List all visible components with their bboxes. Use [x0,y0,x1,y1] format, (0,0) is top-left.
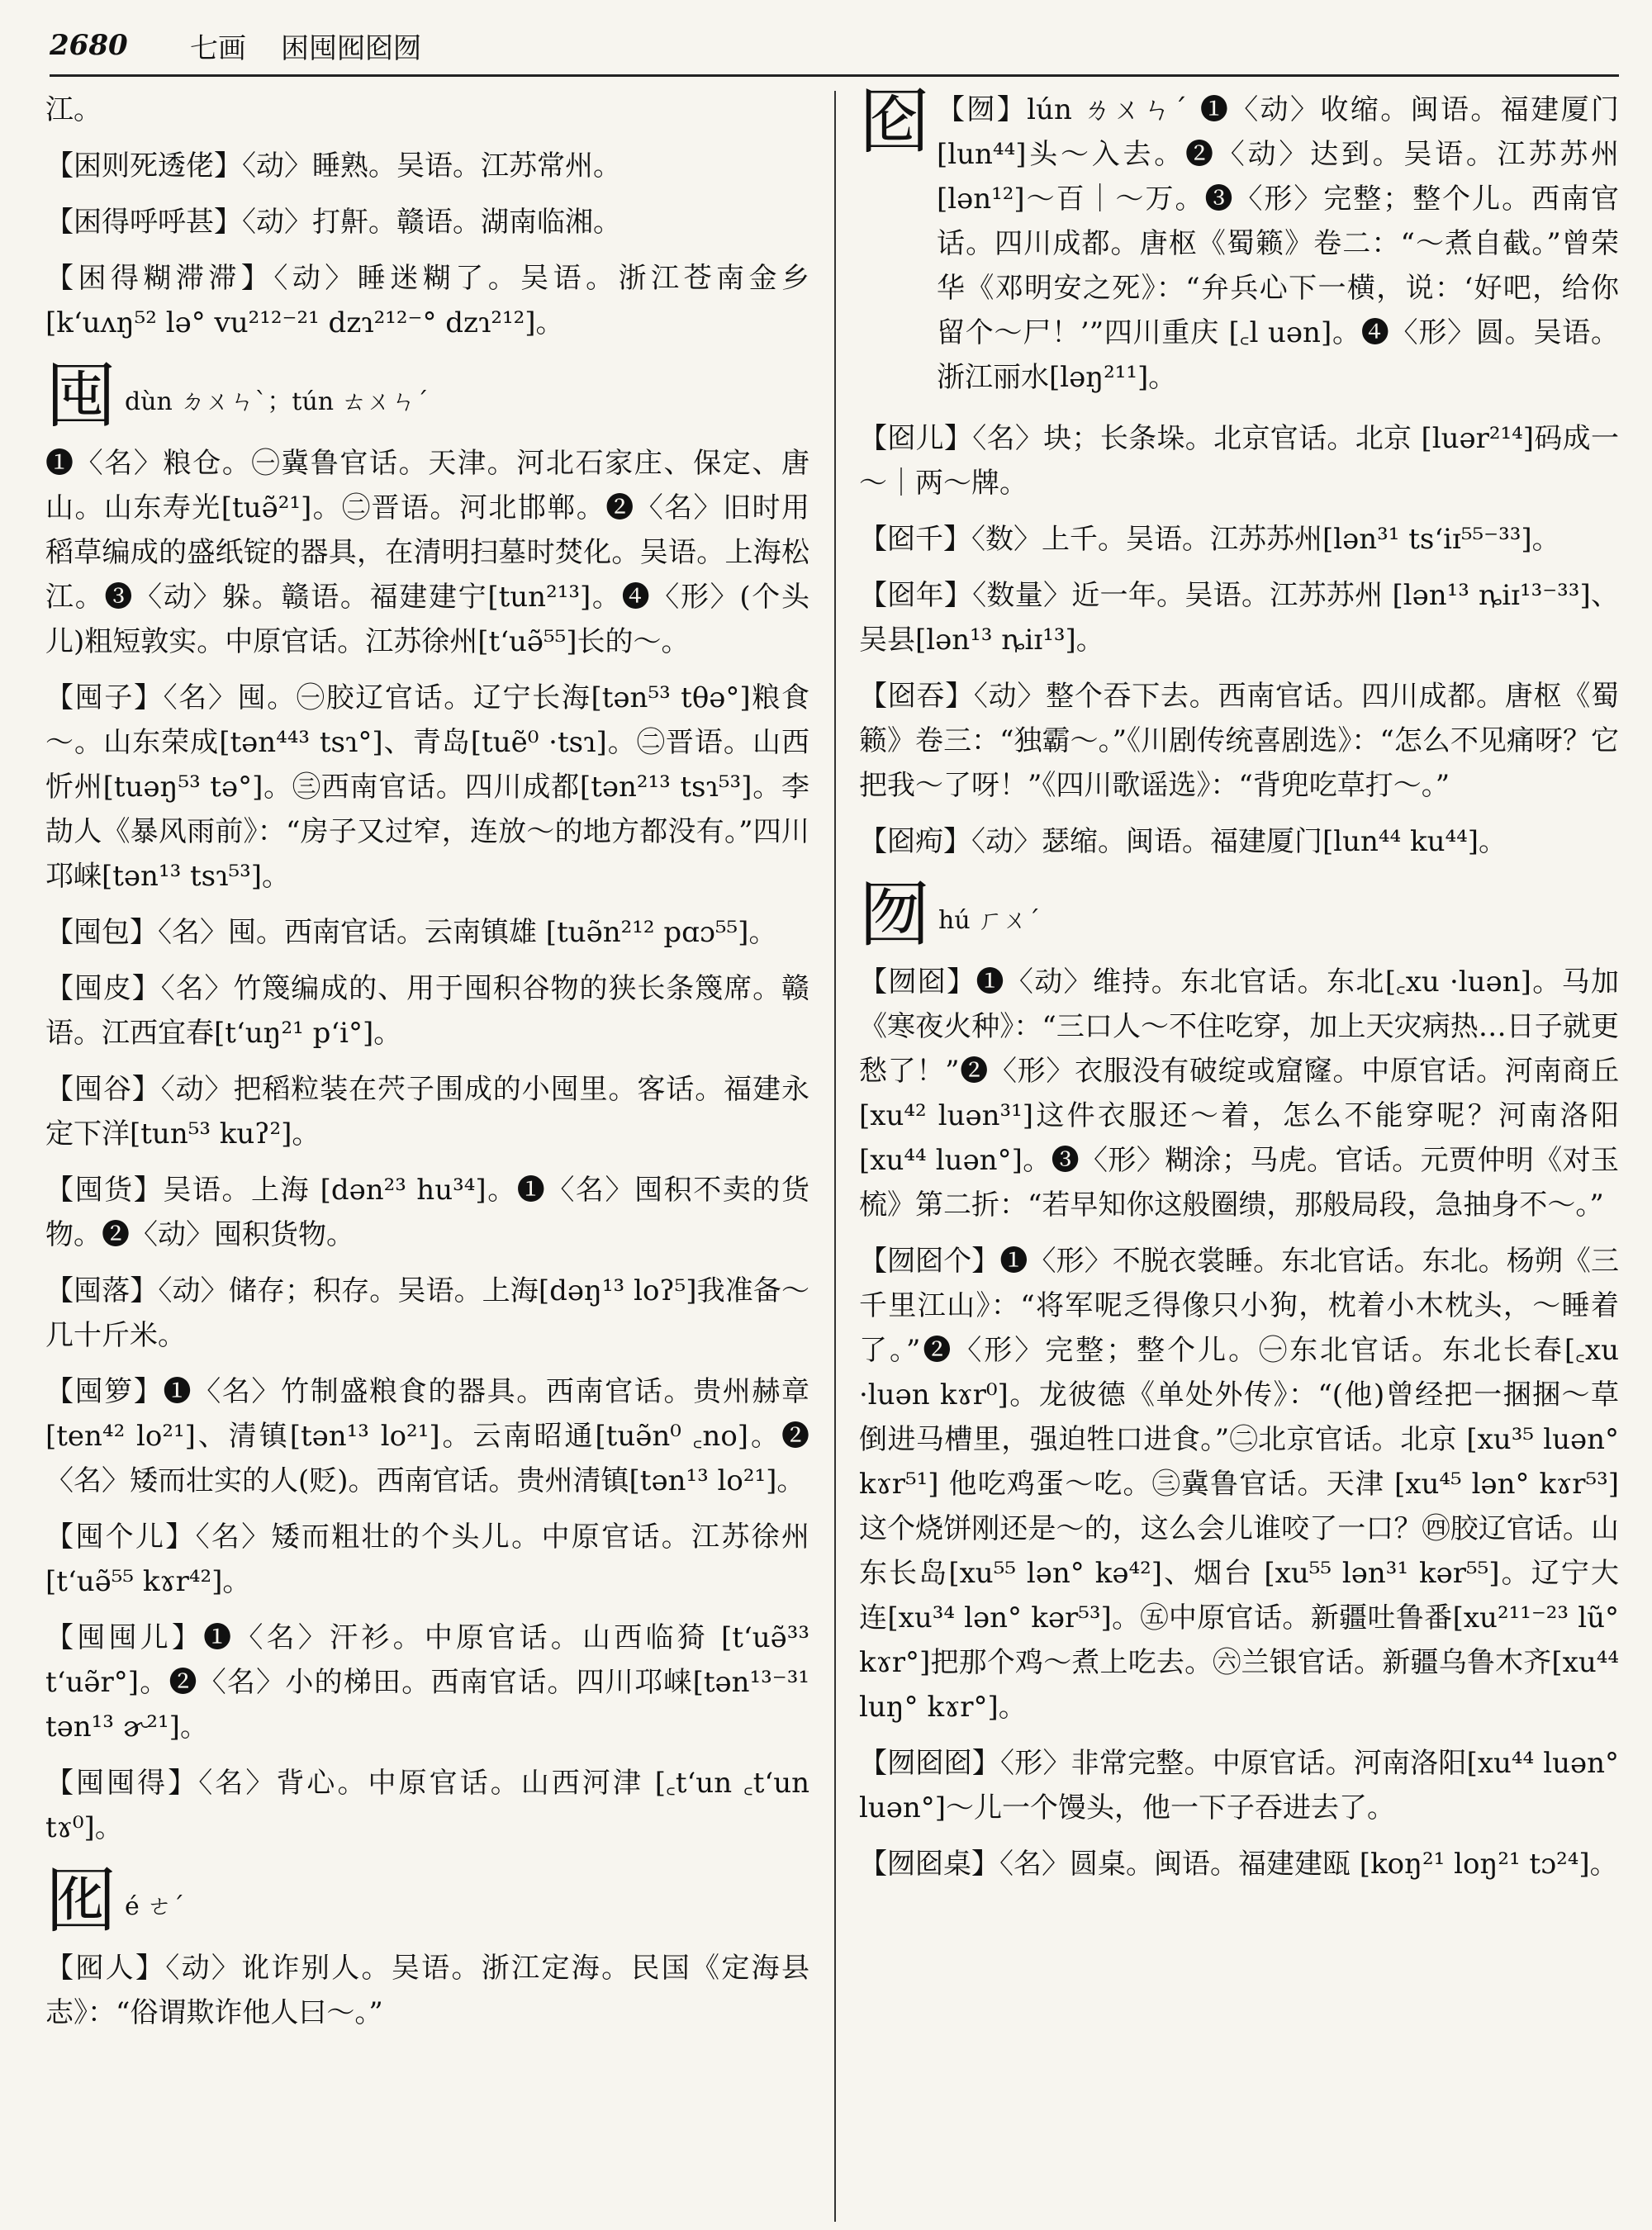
head-definition: ❶〈名〉粮仓。㊀冀鲁官话。天津。河北石家庄、保定、唐山。山东寿光[tuə̃²¹]。㊁晋语。河北邯郸。❷〈名〉旧时用稻草编成的盛纸锭的器具，在清明扫墓时焚化。吴语。上海松江。❸〈动〉躲。赣语。福建建宁[tun²¹³]。❹〈形〉(个头儿)粗短敦实。中原官话。江苏徐州[tʻuə̃⁵⁵]长的～。 [45,447,809,658]
entry: 【囵千】〈数〉上千。吴语。江苏苏州[lən³¹ tsʻiɪ⁵⁵⁻³³]。 [859,523,1560,556]
head-character-block [859,875,1619,955]
entry: 【囤囤得】〈名〉背心。中原官话。山西河津 [꜀tʻun ꜀tʻun tɤ⁰]。 [45,1767,809,1844]
entry: 【困得糊滞滞】〈动〉睡迷糊了。吴语。浙江苍南金乡[kʻuʌŋ⁵² lə° vu²¹²⁻²¹ dzɿ²¹²⁻° dzɿ²¹²]。 [45,262,809,339]
entry: 【囵儿】〈名〉块；长条垛。北京官话。北京 [luər²¹⁴]码成一～｜两～牌。 [859,422,1619,500]
column-divider [834,91,836,2222]
stroke-count: 七画 [190,31,246,65]
head-character-block [45,357,809,436]
right-column [859,83,1619,2230]
entry: 【囤箩】❶〈名〉竹制盛粮食的器具。西南官话。贵州赫章[ten⁴² lo²¹]、清镇[tən¹³ lo²¹]。云南昭通[tuə̃n⁰ ꜀no]。❷〈名〉矮而壮实的人(贬)。西南官话。贵州清镇[tən¹³ lo²¹]。 [45,1375,809,1497]
entry: 【囤落】〈动〉储存；积存。吴语。上海[dəŋ¹³ loʔ⁵]我准备～几十斤米。 [45,1274,809,1352]
entry: 【囤皮】〈名〉竹篾编成的、用于囤积谷物的狭长条篾席。赣语。江西宜春[tʻuŋ²¹ pʻi°]。 [45,972,809,1050]
head-character: 囮 [45,1860,116,1943]
entry: 【囵吞】〈动〉整个吞下去。西南官话。四川成都。唐枢《蜀籁》卷三：“独霸～。”《川剧传统喜剧选》：“怎么不见痛呀？它把我～了呀！”《四川歌谣选》：“背兜吃草打～。” [859,680,1619,802]
entry: 【困则死透佬】〈动〉睡熟。吴语。江苏常州。 [45,149,621,183]
entry: 【囤子】〈名〉囤。㊀胶辽官话。辽宁长海[tən⁵³ tθə°]粮食～。山东荣成[tən⁴⁴³ tsɿ°]、青岛[tuẽ⁰ ·tsɿ]。㊁晋语。山西忻州[tuəŋ⁵³ tə°]。㊂西南官话。四川成都[tən²¹³ tsɿ⁵³]。李劼人《暴风雨前》：“房子又过窄，连放～的地方都没有。”四川邛崃[tən¹³ tsɿ⁵³]。 [45,681,809,893]
entry: 【囫囵个】❶〈形〉不脱衣裳睡。东北官话。东北。杨朔《三千里江山》：“将军呢乏得像只小狗，枕着小木枕头，～睡着了。”❷〈形〉完整；整个儿。㊀东北官话。东北长春[꜀xu ·luən kɤr⁰]。龙彼德《单处外传》：“(他)曾经把一捆捆～草倒进马槽里，强迫牲口进食。”㊁北京官话。北京 [xu³⁵ luən° kɤr⁵¹] 他吃鸡蛋～吃。㊂冀鲁官话。天津 [xu⁴⁵ lən° kɤr⁵³]这个烧饼刚还是～的，这么会儿谁咬了一口？㊃胶辽官话。山东长岛[xu⁵⁵ lən° kə⁴²]、烟台 [xu⁵⁵ lən³¹ kər⁵⁵]。辽宁大连[xu³⁴ lən° kər⁵³]。㊄中原官话。新疆吐鲁番[xu²¹¹⁻²³ lũ° kɤr°]把那个鸡～煮上吃去。㊅兰银官话。新疆乌鲁木齐[xu⁴⁴ luŋ° kɤr°]。 [859,1245,1619,1724]
page-number: 2680 [50,29,128,62]
head-character: 囵 [859,83,930,164]
pinyin: é ㄜˊ [125,1892,185,1921]
entry: 【囤包】〈名〉囤。西南官话。云南镇雄 [tuə̃n²¹² pɑɔ⁵⁵]。 [45,916,777,949]
entry: 【囤囤儿】❶〈名〉汗衫。中原官话。山西临猗 [tʻuə̃³³ tʻuə̃r°]。❷〈名〉小的梯田。西南官话。四川邛崃[tən¹³⁻³¹ tən¹³ ɚ²¹]。 [45,1621,809,1744]
continuation-text: 江。 [45,93,102,126]
head-character: 囫 [859,874,930,956]
entry: 【囮人】〈动〉讹诈别人。吴语。浙江定海。民国《定海县志》：“俗谓欺诈他人曰～。” [45,1952,809,2029]
entry: 【囵痀】〈动〉瑟缩。闽语。福建厦门[lun⁴⁴ ku⁴⁴]。 [859,825,1507,858]
entry: 【囫囵桌】〈名〉圆桌。闽语。福建建瓯 [koŋ²¹ loŋ²¹ tɔ²⁴]。 [859,1848,1618,1881]
entry: 【囤货】吴语。上海 [dən²³ hu³⁴]。❶〈名〉囤积不卖的货物。❷〈动〉囤积货物。 [45,1174,809,1251]
left-column [45,83,809,2230]
header-chars: 困囤囮囵囫 [281,31,421,65]
entry: 【囫囵囵】〈形〉非常完整。中原官话。河南洛阳[xu⁴⁴ luən° luən°]～儿一个馒头，他一下子吞进去了。 [859,1747,1619,1824]
head-character-block [859,83,1619,411]
head-character-block [45,1862,809,1941]
entry: 【囫囵】❶〈动〉维持。东北官话。东北[꜀xu ·luən]。马加《寒夜火种》：“三口人～不住吃穿，加上天灾病热…日子就更愁了！”❷〈形〉衣服没有破绽或窟窿。中原官话。河南商丘[xu⁴² luən³¹]这件衣服还～着，怎么不能穿呢？河南洛阳[xu⁴⁴ luən°]。❸〈形〉糊涂；马虎。官话。元贾仲明《对玉梳》第二折：“若早知你这般圈缋，那般局段，急抽身不～。” [859,966,1619,1222]
entry: 【囵年】〈数量〉近一年。吴语。江苏苏州 [lən¹³ ȵiɪ¹³⁻³³]、吴县[lən¹³ ȵiɪ¹³]。 [859,579,1619,657]
entry: 【囤个儿】〈名〉矮而粗壮的个头儿。中原官话。江苏徐州[tʻuə̃⁵⁵ kɤr⁴²]。 [45,1521,809,1598]
pinyin: hú ㄏㄨˊ [938,906,1041,935]
head-character: 囤 [45,355,116,438]
entry: 【困得呼呼甚】〈动〉打鼾。赣语。湖南临湘。 [45,206,621,239]
page-header [50,17,1619,77]
head-definition: 【囫】lún ㄌㄨㄣˊ ❶〈动〉收缩。闽语。福建厦门[lun⁴⁴]头～入去。❷〈动〉达到。吴语。江苏苏州[lən¹²]～百｜～万。❸〈形〉完整；整个儿。西南官话。四川成都。唐枢《蜀籁》卷二：“～煮自截。”曾荣华《邓明安之死》：“弁兵心下一横，说：‘好吧，给你留个～尸！’”四川重庆 [꜀l uən]。❹〈形〉圆。吴语。浙江丽水[ləŋ²¹¹]。 [937,93,1619,394]
pinyin: dùn ㄉㄨㄣˋ；tún ㄊㄨㄣˊ [125,387,429,416]
entry: 【囤谷】〈动〉把稻粒装在茓子围成的小囤里。客话。福建永定下洋[tun⁵³ kuʔ²]。 [45,1073,809,1151]
